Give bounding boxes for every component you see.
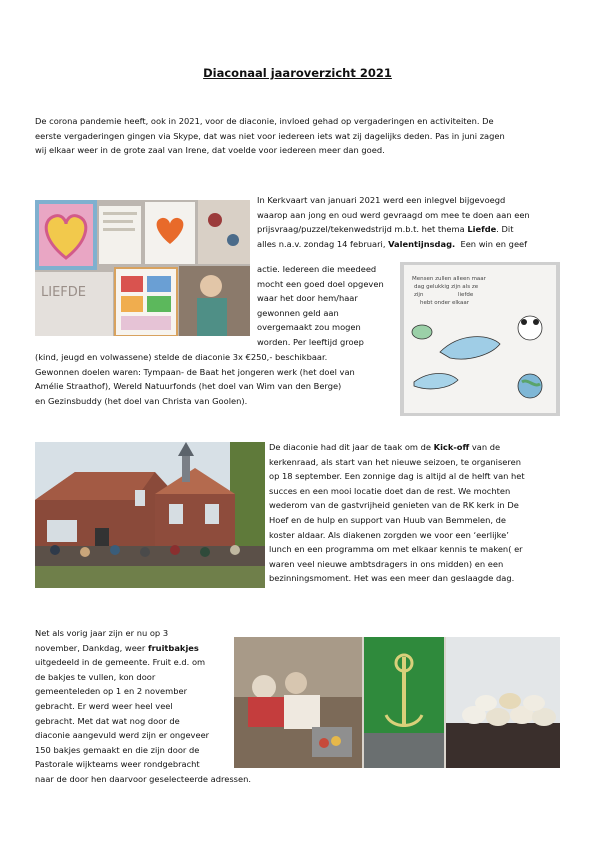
- contest-line: gewonnen geld aan: [257, 307, 339, 318]
- kickoff-line: op 18 september. Een zonnige dag is altijd al de helft van het: [269, 471, 525, 482]
- drawing-text: hebt onder elkaar: [420, 300, 470, 306]
- contest-line: [257, 237, 567, 252]
- contest-paragraph-narrow: [257, 262, 397, 350]
- fruit-line: gebracht. Met dat wat nog door de: [35, 715, 180, 726]
- contest-line: (kind, jeugd en volwassene) stelde de diaconie 3x €250,- beschikbaar.: [35, 352, 328, 362]
- contest-line: mocht een goed doel opgeven: [257, 278, 384, 289]
- drawing-text: Mensen zullen alleen maar: [412, 276, 486, 282]
- fruit-paragraph: [35, 626, 252, 787]
- intro-line: De corona pandemie heeft, ook in 2021, voor de diaconie, invloed gehad op vergaderingen en activiteiten. De: [35, 116, 494, 126]
- kickoff-line: kerkenraad, als start van het nieuwe seizoen, te organiseren: [269, 456, 521, 467]
- kickoff-line: [269, 440, 569, 455]
- fruit-line: de bakjes te vullen, kon door: [35, 671, 156, 682]
- kickoff-line: koster aldaar. Als diakenen zorgden we voor een ‘eerlijke’: [269, 529, 509, 540]
- fruitbakjes-bold: fruitbakjes: [147, 642, 199, 653]
- fruit-line: [35, 641, 235, 656]
- kickoff-paragraph: [269, 440, 569, 586]
- drawing-text: zijn: [414, 292, 424, 298]
- intro-line: wij elkaar weer in de grote zaal van Irene, dat voelde voor iedereen meer dan goed.: [35, 145, 385, 156]
- child-drawing-photo: [400, 262, 560, 416]
- fruit-baskets-photo: [234, 637, 560, 768]
- contest-paragraph: [257, 193, 567, 251]
- fruit-line: 150 bakjes gemaakt en die zijn door de: [35, 744, 200, 755]
- contest-paragraph-wide: [35, 350, 395, 408]
- kickoff-line: wederom van de gastvrijheid genieten van de RK kerk in De: [269, 500, 519, 511]
- drawing-text: dag gelukkig zijn als ze: [414, 284, 479, 290]
- kickoff-line: succes en een mooi locatie doet dan de rest. We mochten: [269, 485, 511, 496]
- fruit-line: Net als vorig jaar zijn er nu op 3: [35, 628, 169, 638]
- contest-line: actie. Iedereen die meedeed: [257, 264, 377, 274]
- intro-line: eerste vergaderingen gingen via Skype, dat was niet voor iedereen iets wat zij dagelijks deden. Pas in juni zagen: [35, 130, 505, 141]
- contest-line: worden. Per leeftijd groep: [257, 336, 364, 347]
- fruit-line: gebracht. Er werd weer heel veel: [35, 700, 173, 711]
- contest-line: Gewonnen doelen waren: Tympaan- de Baat het jongeren werk (het doel van: [35, 366, 355, 377]
- drawing-text: liefde: [458, 292, 474, 298]
- contest-line-text: alles n.a.v. zondag 14 februari,: [257, 238, 389, 249]
- church-kickoff-photo: [35, 442, 265, 588]
- collage-word: LIEFDE: [41, 285, 86, 300]
- contest-line: en Gezinsbuddy (het doel van Christa van Goolen).: [35, 395, 248, 406]
- fruit-line: diaconie aangevuld werd zijn er ongeveer: [35, 730, 210, 741]
- valentine-collage-photo: [35, 200, 250, 336]
- contest-line-text: Een win en geef: [455, 238, 528, 249]
- fruit-line: naar de door hen daarvoor geselecteerde adressen.: [35, 773, 252, 784]
- theme-liefde: Liefde: [467, 224, 497, 235]
- kickoff-line: lunch en een programma om met elkaar kennis te maken( er: [269, 544, 523, 555]
- theme-after: . Dit: [496, 224, 514, 235]
- contest-line: waarop aan jong en oud werd gevraagd om mee te doen aan een: [257, 209, 530, 220]
- contest-line: In Kerkvaart van januari 2021 werd een inlegvel bijgevoegd: [257, 195, 506, 205]
- kickoff-line: bezinningsmoment. Het was een meer dan geslaagde dag.: [269, 573, 515, 584]
- contest-line: [257, 222, 567, 237]
- intro-paragraph: [35, 114, 565, 158]
- contest-line: overgemaakt zou mogen: [257, 322, 361, 333]
- contest-line: Amélie Straathof), Wereld Natuurfonds (het doel van Wim van den Berge): [35, 381, 342, 392]
- fruit-line: Pastorale wijkteams weer rondgebracht: [35, 759, 200, 770]
- valentine-day: Valentijnsdag.: [388, 238, 456, 249]
- document-title: Diaconaal jaaroverzicht 2021: [203, 66, 392, 80]
- fruit-line: gemeenteleden op 1 en 2 november: [35, 686, 187, 697]
- kickoff-line: Hoef en de hulp en support van Huub van Bemmelen, de: [269, 514, 507, 525]
- kickoff-line: waren veel nieuwe ambtsdragers in ons midden) en een: [269, 558, 504, 569]
- fruit-line: uitgedeeld in de gemeente. Fruit e.d. om: [35, 657, 206, 668]
- kickoff-bold: Kick-off: [433, 442, 470, 452]
- kickoff-line-text: De diaconie had dit jaar de taak om de: [269, 442, 434, 452]
- fruit-line-text: november, Dankdag, weer: [35, 642, 148, 653]
- kickoff-line-text: van de: [469, 442, 501, 452]
- contest-line: waar het door hem/haar: [257, 293, 358, 304]
- contest-line-text: prijsvraag/puzzel/tekenwedstrijd m.b.t. het thema: [257, 224, 468, 235]
